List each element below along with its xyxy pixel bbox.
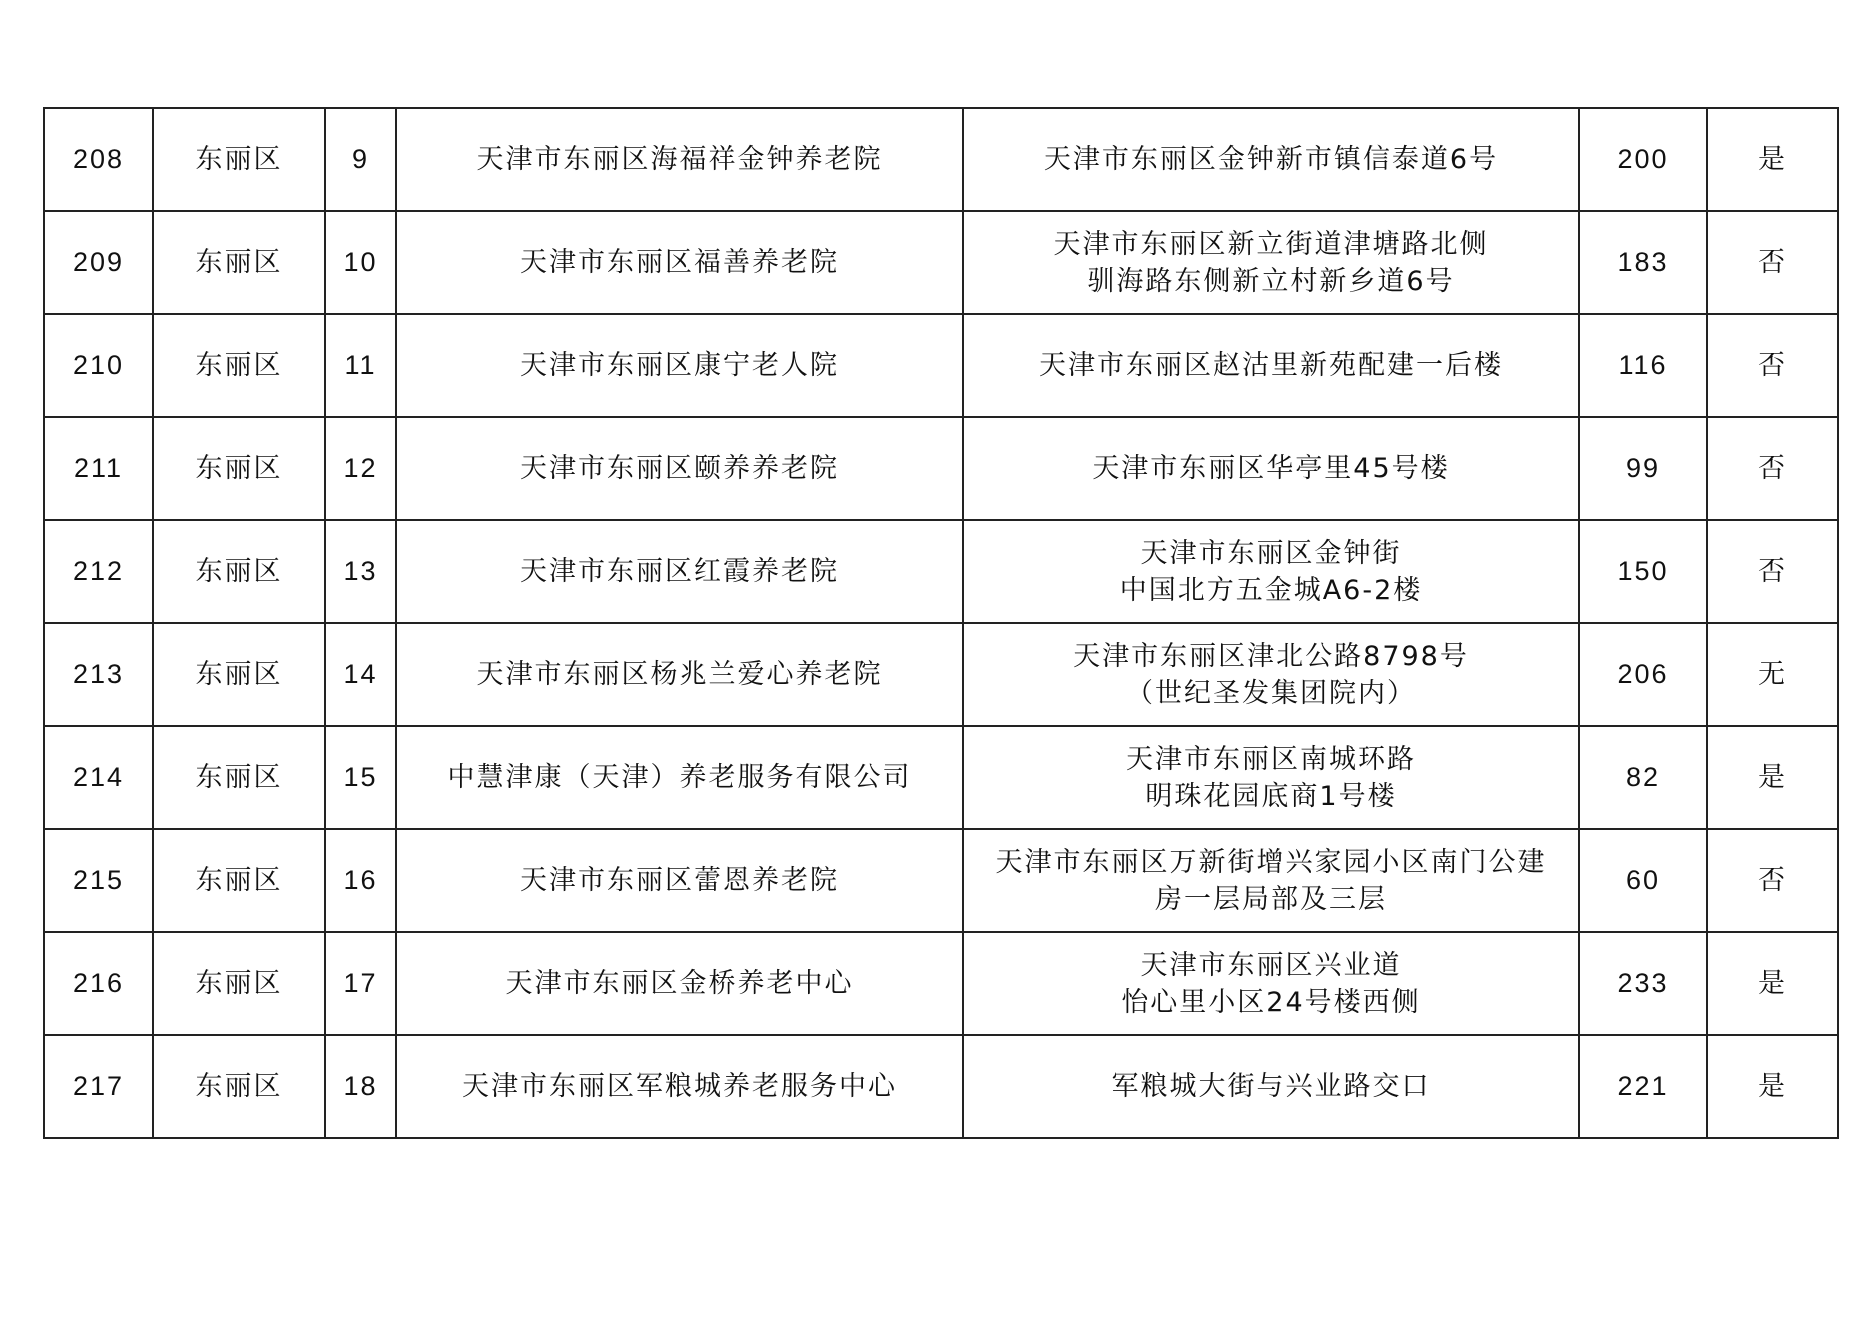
cell-index: 212	[44, 520, 153, 623]
cell-index: 208	[44, 108, 153, 211]
cell-index: 210	[44, 314, 153, 417]
cell-seq: 15	[325, 726, 396, 829]
cell-institution-name: 天津市东丽区颐养养老院	[396, 417, 963, 520]
cell-district: 东丽区	[153, 932, 325, 1035]
cell-institution-name: 天津市东丽区金桥养老中心	[396, 932, 963, 1035]
elderly-care-institution-table	[43, 107, 1839, 1139]
cell-seq: 12	[325, 417, 396, 520]
cell-beds: 82	[1579, 726, 1707, 829]
cell-institution-name: 天津市东丽区蕾恩养老院	[396, 829, 963, 932]
address-line: 驯海路东侧新立村新乡道6号	[1087, 265, 1455, 297]
cell-seq: 11	[325, 314, 396, 417]
address-line: 房一层局部及三层	[1155, 883, 1387, 915]
cell-district: 东丽区	[153, 108, 325, 211]
cell-institution-name: 天津市东丽区红霞养老院	[396, 520, 963, 623]
table-body	[44, 108, 1838, 1138]
cell-address	[963, 108, 1579, 211]
cell-beds: 183	[1579, 211, 1707, 314]
cell-seq: 9	[325, 108, 396, 211]
table-row	[44, 108, 1838, 211]
cell-flag: 无	[1707, 623, 1838, 726]
cell-address	[963, 211, 1579, 314]
cell-index: 216	[44, 932, 153, 1035]
cell-address	[963, 726, 1579, 829]
address-line: 天津市东丽区兴业道	[1140, 949, 1402, 981]
cell-seq: 10	[325, 211, 396, 314]
cell-address	[963, 623, 1579, 726]
cell-index: 209	[44, 211, 153, 314]
table-row	[44, 726, 1838, 829]
cell-flag: 否	[1707, 520, 1838, 623]
cell-beds: 150	[1579, 520, 1707, 623]
cell-index: 215	[44, 829, 153, 932]
cell-seq: 16	[325, 829, 396, 932]
cell-district: 东丽区	[153, 417, 325, 520]
cell-beds: 116	[1579, 314, 1707, 417]
cell-seq: 13	[325, 520, 396, 623]
cell-institution-name: 天津市东丽区福善养老院	[396, 211, 963, 314]
cell-flag: 否	[1707, 211, 1838, 314]
cell-beds: 221	[1579, 1035, 1707, 1138]
cell-beds: 233	[1579, 932, 1707, 1035]
cell-district: 东丽区	[153, 1035, 325, 1138]
cell-seq: 17	[325, 932, 396, 1035]
cell-address	[963, 520, 1579, 623]
cell-flag: 是	[1707, 108, 1838, 211]
address-line: 天津市东丽区赵沽里新苑配建一后楼	[1039, 350, 1503, 381]
cell-institution-name: 天津市东丽区海福祥金钟养老院	[396, 108, 963, 211]
cell-institution-name: 天津市东丽区军粮城养老服务中心	[396, 1035, 963, 1138]
cell-district: 东丽区	[153, 726, 325, 829]
cell-district: 东丽区	[153, 211, 325, 314]
cell-institution-name: 天津市东丽区杨兆兰爱心养老院	[396, 623, 963, 726]
address-line: 天津市东丽区南城环路	[1126, 743, 1416, 775]
table-row	[44, 314, 1838, 417]
address-line: 天津市东丽区津北公路8798号	[1073, 640, 1469, 672]
cell-index: 213	[44, 623, 153, 726]
cell-institution-name: 中慧津康（天津）养老服务有限公司	[396, 726, 963, 829]
address-line: 天津市东丽区金钟新市镇信泰道6号	[1043, 144, 1499, 175]
cell-district: 东丽区	[153, 829, 325, 932]
table-row	[44, 829, 1838, 932]
table-row	[44, 417, 1838, 520]
cell-district: 东丽区	[153, 520, 325, 623]
cell-address	[963, 314, 1579, 417]
cell-beds: 200	[1579, 108, 1707, 211]
cell-index: 211	[44, 417, 153, 520]
cell-flag: 是	[1707, 932, 1838, 1035]
address-line: 军粮城大街与兴业路交口	[1111, 1071, 1431, 1102]
table-row	[44, 1035, 1838, 1138]
address-line: 中国北方五金城A6-2楼	[1119, 574, 1423, 606]
table-row	[44, 211, 1838, 314]
cell-flag: 否	[1707, 829, 1838, 932]
cell-seq: 18	[325, 1035, 396, 1138]
cell-district: 东丽区	[153, 314, 325, 417]
cell-flag: 否	[1707, 417, 1838, 520]
cell-district: 东丽区	[153, 623, 325, 726]
address-line: 明珠花园底商1号楼	[1145, 780, 1397, 812]
cell-index: 214	[44, 726, 153, 829]
cell-institution-name: 天津市东丽区康宁老人院	[396, 314, 963, 417]
cell-index: 217	[44, 1035, 153, 1138]
cell-beds: 206	[1579, 623, 1707, 726]
cell-seq: 14	[325, 623, 396, 726]
table-row	[44, 932, 1838, 1035]
table-row	[44, 623, 1838, 726]
cell-address	[963, 932, 1579, 1035]
cell-address	[963, 829, 1579, 932]
address-line: 天津市东丽区金钟街	[1140, 537, 1402, 569]
address-line: 天津市东丽区华亭里45号楼	[1092, 453, 1450, 484]
cell-flag: 否	[1707, 314, 1838, 417]
cell-address	[963, 417, 1579, 520]
address-line: 天津市东丽区新立街道津塘路北侧	[1053, 228, 1489, 260]
cell-beds: 99	[1579, 417, 1707, 520]
cell-flag: 是	[1707, 1035, 1838, 1138]
cell-address	[963, 1035, 1579, 1138]
cell-beds: 60	[1579, 829, 1707, 932]
table-row	[44, 520, 1838, 623]
cell-flag: 是	[1707, 726, 1838, 829]
address-line: 天津市东丽区万新街增兴家园小区南门公建	[995, 846, 1547, 878]
address-line: 怡心里小区24号楼西侧	[1121, 986, 1421, 1018]
address-line: （世纪圣发集团院内）	[1126, 677, 1416, 709]
